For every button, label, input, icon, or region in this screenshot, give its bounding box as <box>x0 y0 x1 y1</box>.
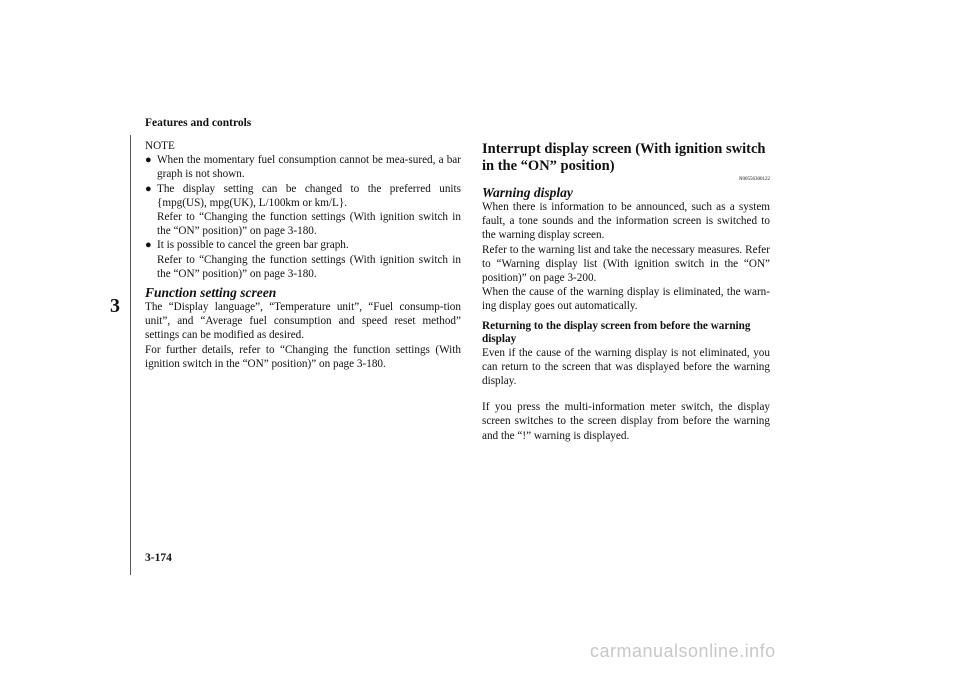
warning-paragraph: When the cause of the warning display is eliminated, the warn-ing display goes out automatically. <box>482 286 770 313</box>
left-column <box>145 139 461 371</box>
watermark: carmanualsonline.info <box>590 641 776 661</box>
bullet-icon: ● <box>145 154 152 167</box>
switch-paragraph: If you press the multi-information meter switch, the display screen switches to the screen display from before the warning and the “!” warning is displayed. <box>482 401 770 442</box>
note-text: When the momentary fuel consumption cannot be mea-sured, a bar graph is not shown. <box>157 154 461 181</box>
page-header: Features and controls <box>145 117 252 129</box>
function-setting-paragraph: The “Display language”, “Temperature unit”, “Fuel consump-tion unit”, and “Average fuel consumption and speed reset method” settings can be modified as desired. <box>145 301 461 342</box>
bullet-icon: ● <box>145 182 152 195</box>
returning-heading: Returning to the display screen from before the warning display <box>482 319 751 345</box>
note-bullet <box>145 153 461 181</box>
function-setting-heading: Function setting screen <box>145 285 277 301</box>
note-bullet <box>145 238 461 281</box>
warning-paragraph: Refer to the warning list and take the necessary measures. Refer to “Warning display list (With ignition switch in the “ON” position)” on page 3-200. <box>482 243 770 285</box>
chapter-rule <box>130 135 131 575</box>
section-title: Interrupt display screen (With ignition switch in the “ON” position) <box>482 141 766 174</box>
section-code: N00556300122 <box>738 177 770 182</box>
note-reference: Refer to “Changing the function settings (With ignition switch in the “ON” position)” on page 3-180. <box>157 211 461 238</box>
returning-paragraph: Even if the cause of the warning display is not eliminated, you can return to the screen that was displayed before the warning display. <box>482 346 770 388</box>
warning-display-heading: Warning display <box>482 185 573 200</box>
note-text: The display setting can be changed to the preferred units {mpg(US), mpg(UK), L/100km or km/L}. <box>157 182 461 209</box>
right-column <box>482 141 770 443</box>
note-text: It is possible to cancel the green bar graph. <box>157 239 349 252</box>
warning-paragraph: When there is information to be announced, such as a system fault, a tone sounds and the information screen is switched to the warning display screen. <box>482 201 770 242</box>
note-reference: Refer to “Changing the function settings (With ignition switch in the “ON” position)” on page 3-180. <box>157 253 461 280</box>
chapter-number: 3 <box>110 295 120 317</box>
function-setting-paragraph: For further details, refer to “Changing the function settings (With ignition switch in the “ON” position)” on page 3-180. <box>145 343 461 370</box>
note-bullet <box>145 182 461 239</box>
page-number: 3-174 <box>145 552 172 564</box>
note-label: NOTE <box>145 140 175 152</box>
bullet-icon: ● <box>145 239 152 252</box>
